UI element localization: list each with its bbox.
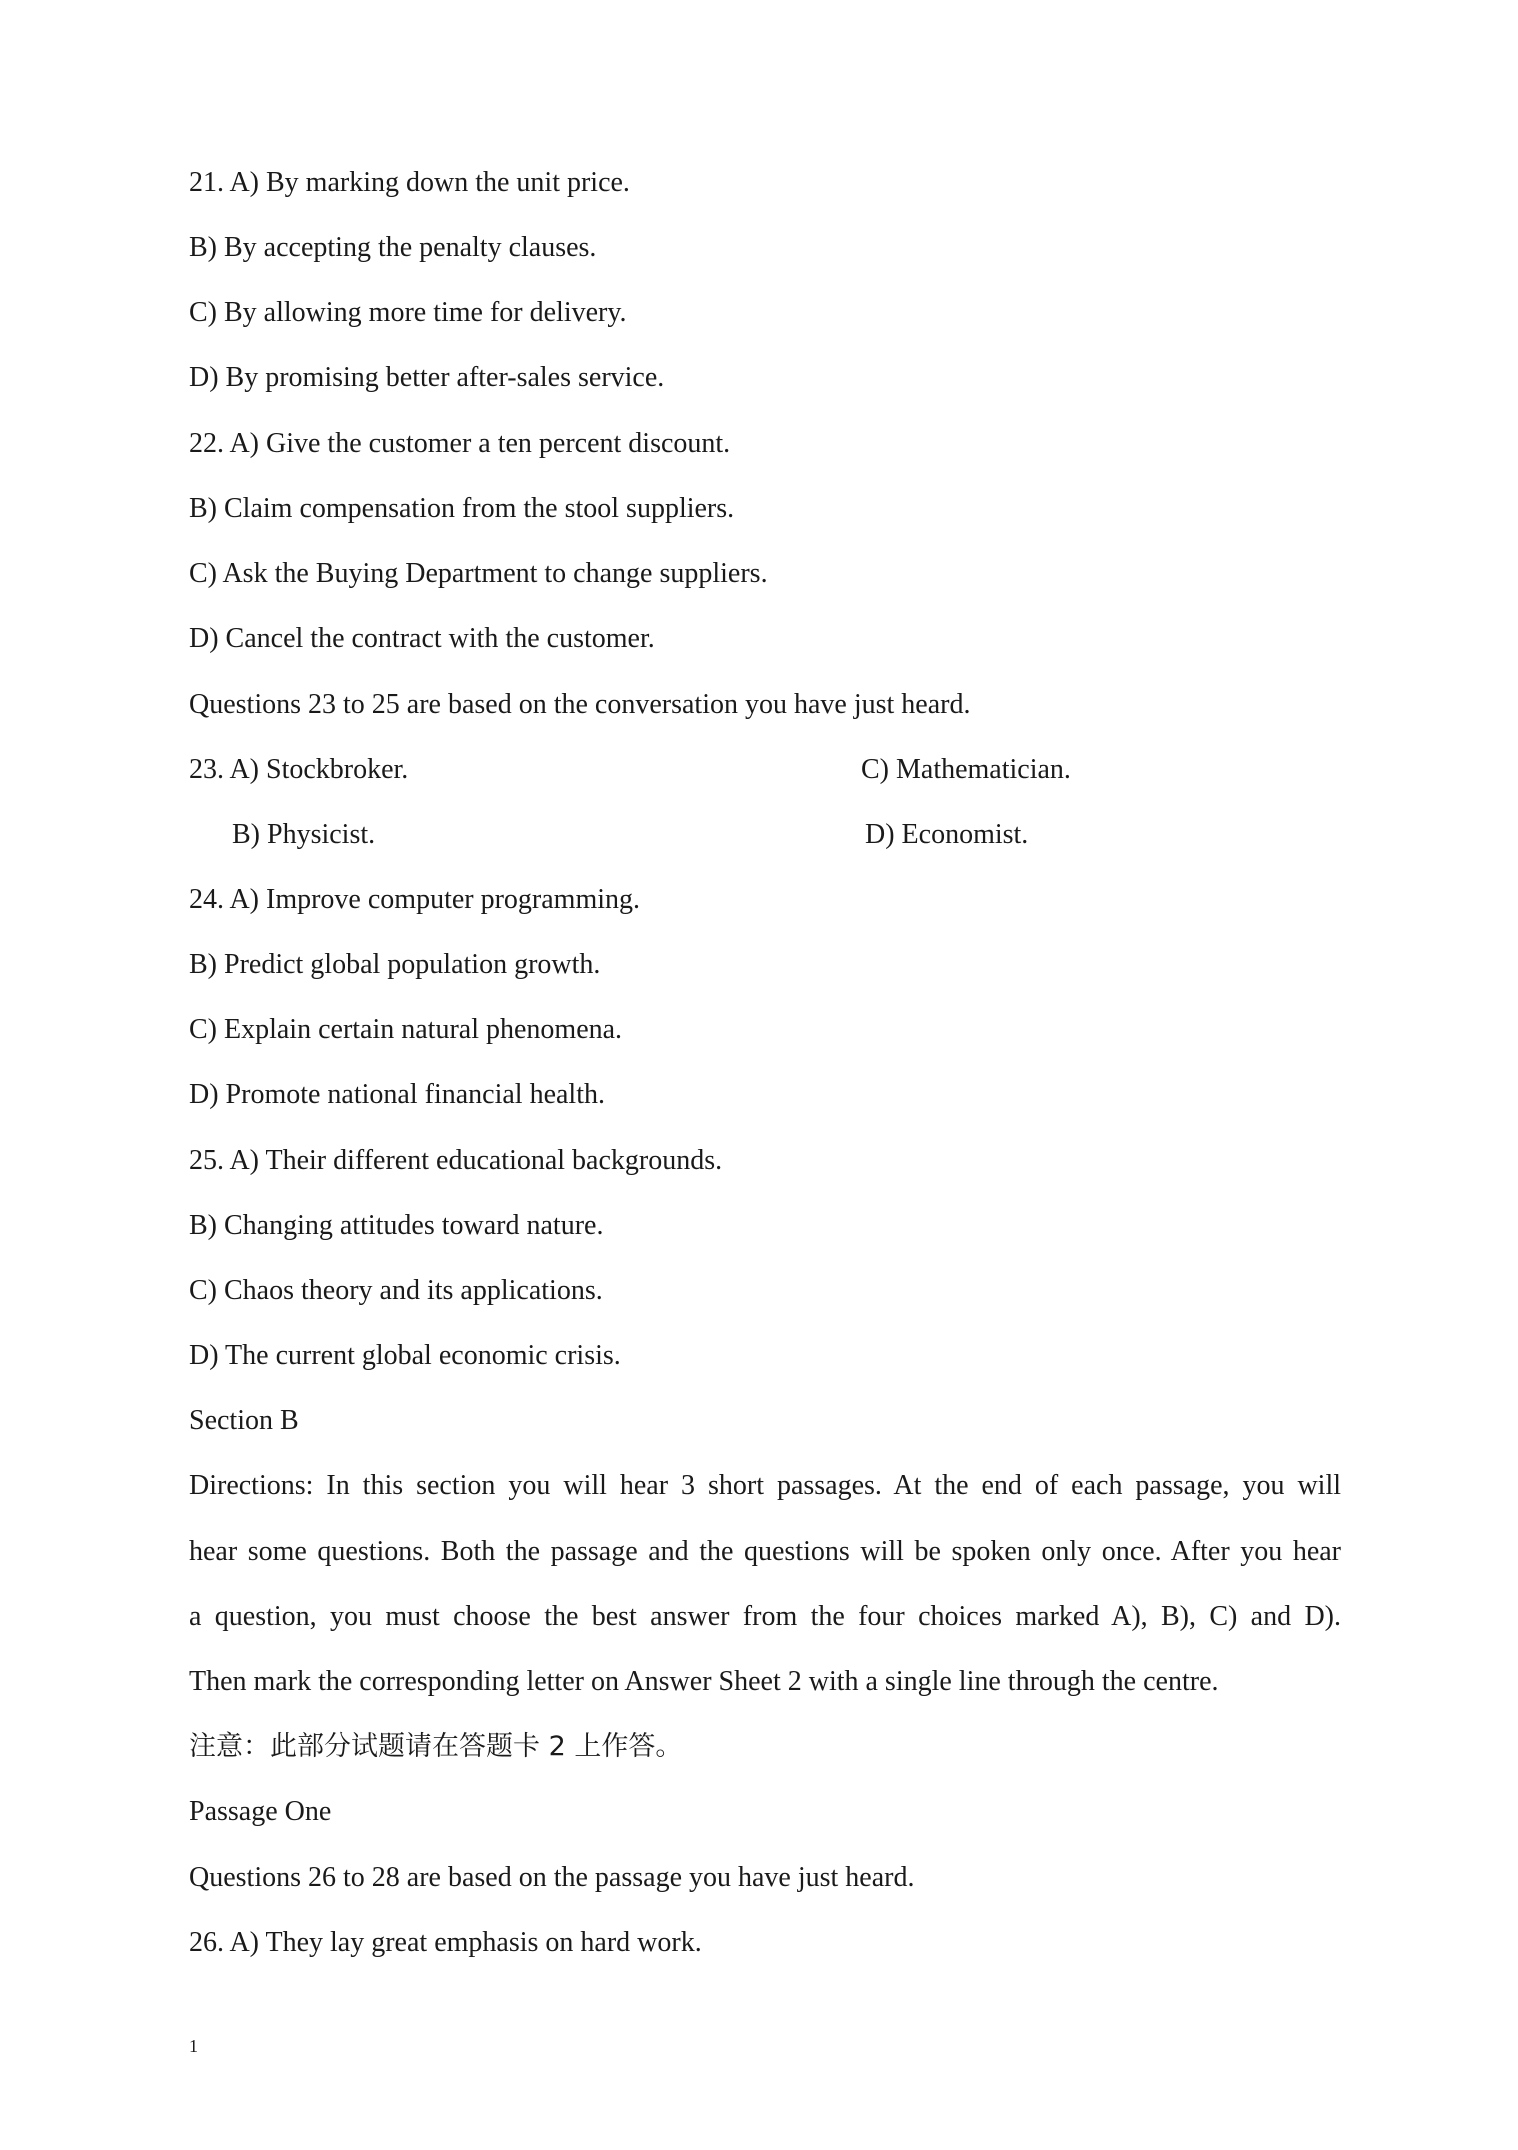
- question-26-option-a: 26. A) They lay great emphasis on hard work.: [189, 1927, 702, 1958]
- question-23-option-a: 23. A) Stockbroker.: [189, 754, 409, 785]
- question-22-option-b: B) Claim compensation from the stool suppliers.: [189, 493, 735, 524]
- question-23-option-c: C) Mathematician.: [861, 754, 1071, 785]
- question-25-option-d: D) The current global economic crisis.: [189, 1340, 621, 1371]
- section-b-note: 注意：此部分试题请在答题卡 2 上作答。: [189, 1731, 683, 1762]
- question-23-option-b: B) Physicist.: [232, 819, 376, 850]
- question-25-option-b: B) Changing attitudes toward nature.: [189, 1210, 604, 1241]
- question-24-option-d: D) Promote national financial health.: [189, 1079, 605, 1110]
- question-21-option-c: C) By allowing more time for delivery.: [189, 297, 627, 328]
- question-22-option-c: C) Ask the Buying Department to change suppliers.: [189, 558, 768, 589]
- question-23-option-d: D) Economist.: [865, 819, 1029, 850]
- passage-one-heading: Passage One: [189, 1796, 332, 1827]
- question-24-option-c: C) Explain certain natural phenomena.: [189, 1014, 623, 1045]
- section-b-directions-line-3: a question, you must choose the best answer from the four choices marked A), B), C) and D).: [189, 1601, 1341, 1632]
- passage-one-intro: Questions 26 to 28 are based on the passage you have just heard.: [189, 1862, 915, 1893]
- question-21-option-b: B) By accepting the penalty clauses.: [189, 232, 597, 263]
- question-24-option-a: 24. A) Improve computer programming.: [189, 884, 641, 915]
- section-b-heading: Section B: [189, 1405, 299, 1436]
- question-25-option-c: C) Chaos theory and its applications.: [189, 1275, 603, 1306]
- page-number: 1: [189, 2036, 198, 2056]
- question-24-option-b: B) Predict global population growth.: [189, 949, 601, 980]
- section-b-directions-line-4: Then mark the corresponding letter on Answer Sheet 2 with a single line through the centre.: [189, 1666, 1219, 1697]
- section-b-directions-line-2: hear some questions. Both the passage and the questions will be spoken only once. After you hear: [189, 1536, 1341, 1567]
- section-b-directions-line-1: Directions: In this section you will hear 3 short passages. At the end of each passage, you will: [189, 1470, 1341, 1501]
- question-21-option-d: D) By promising better after-sales service.: [189, 362, 665, 393]
- question-25-option-a: 25. A) Their different educational backgrounds.: [189, 1145, 723, 1176]
- question-22-option-d: D) Cancel the contract with the customer.: [189, 623, 655, 654]
- question-22-option-a: 22. A) Give the customer a ten percent discount.: [189, 428, 731, 459]
- questions-23-25-intro: Questions 23 to 25 are based on the conversation you have just heard.: [189, 689, 971, 720]
- question-21-option-a: 21. A) By marking down the unit price.: [189, 167, 630, 198]
